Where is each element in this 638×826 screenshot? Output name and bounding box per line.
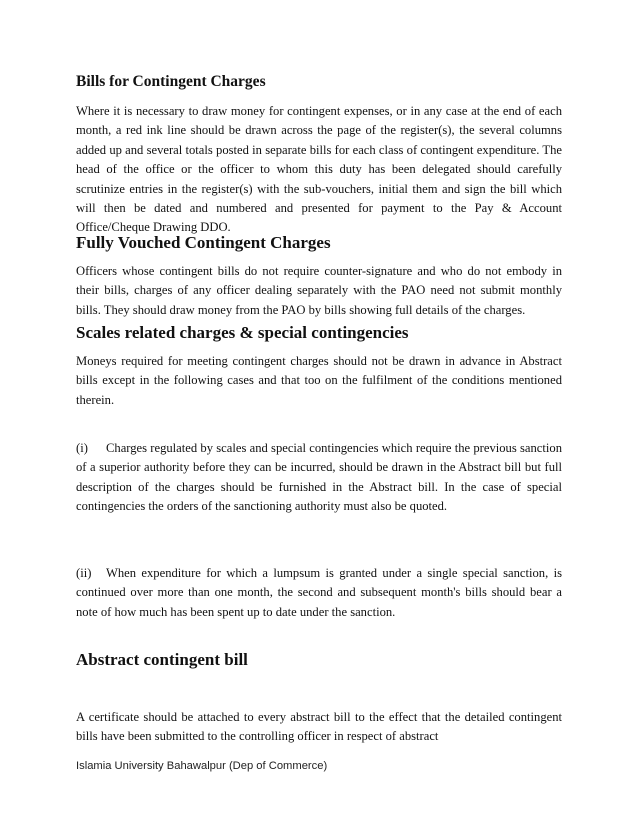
list-item-i	[76, 439, 562, 517]
paragraph-fully-vouched: Officers whose contingent bills do not require counter-signature and who do not embody in their bills, charges of any officer dealing separately with the PAO need not submit monthly bills. They should draw money from the PAO by bills showing full details of the charges.	[76, 264, 562, 317]
list-marker-ii: (ii)	[76, 566, 92, 580]
heading-contingent-charges: Bills for Contingent Charges	[76, 73, 266, 90]
heading-scales-special: Scales related charges & special contingencies	[76, 323, 409, 342]
paragraph-abstract-bill: A certificate should be attached to every abstract bill to the effect that the detailed contingent bills have been submitted to the controlling officer in respect of abstract	[76, 710, 562, 744]
list-marker-i: (i)	[76, 441, 88, 455]
list-text-i: Charges regulated by scales and special contingencies which require the previous sanction of a superior authority before they can be incurred, should be drawn in the Abstract bill but full description of the charges should be furnished in the Abstract bill. In the case of special contingencies the orders of the sanctioning authority must also be quoted.	[76, 441, 562, 514]
paragraph-contingent-charges: Where it is necessary to draw money for contingent expenses, or in any case at the end of each month, a red ink line should be drawn across the page of the register(s), the several columns added up and several totals posted in separate bills for each class of contingent expenditure. The head of the office or the officer to whom this duty has been delegated should carefully scrutinize entries in the register(s) with the sub-vouchers, initial them and sign the bill which will then be dated and numbered and presented for payment to the Pay & Account Office/Cheque Drawing DDO.	[76, 104, 562, 235]
page-footer: Islamia University Bahawalpur (Dep of Commerce)	[76, 760, 328, 772]
heading-fully-vouched: Fully Vouched Contingent Charges	[76, 233, 331, 252]
paragraph-scales-intro: Moneys required for meeting contingent charges should not be drawn in advance in Abstract bills except in the following cases and that too on the fulfilment of the conditions mentioned therein.	[76, 354, 562, 407]
list-item-ii	[76, 564, 562, 622]
heading-abstract-bill: Abstract contingent bill	[76, 650, 248, 669]
list-text-ii: When expenditure for which a lumpsum is granted under a single special sanction, is continued over more than one month, the second and subsequent month's bills should bear a note of how much has been spent up to date under the sanction.	[76, 566, 562, 619]
